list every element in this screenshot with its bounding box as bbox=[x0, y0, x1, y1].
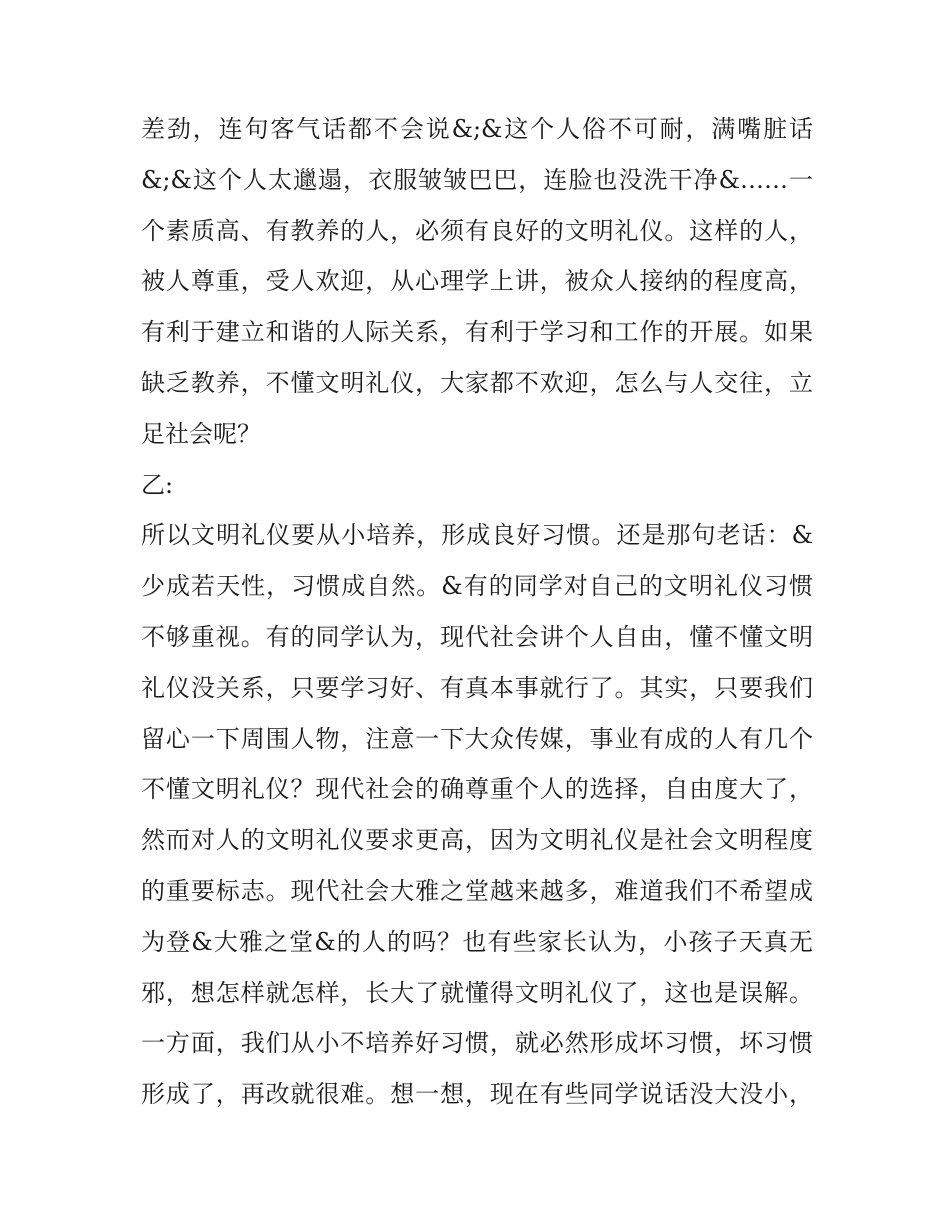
text-line: 有利于建立和谐的人际关系，有利于学习和工作的开展。如果 bbox=[141, 318, 813, 347]
text-line: 留心一下周围人物，注意一下大众传媒，事业有成的人有几个 bbox=[141, 724, 813, 753]
text-line: 然而对人的文明礼仪要求更高，因为文明礼仪是社会文明程度 bbox=[141, 826, 813, 855]
text-line: 个素质高、有教养的人，必须有良好的文明礼仪。这样的人， bbox=[141, 216, 813, 245]
text-line: &;&这个人太邋遢，衣服皱皱巴巴，连脸也没洗干净&……一 bbox=[141, 165, 813, 194]
text-line: 少成若天性，习惯成自然。&有的同学对自己的文明礼仪习惯 bbox=[141, 572, 813, 601]
document-body bbox=[141, 104, 813, 1120]
text-line-paragraph-end: 足社会呢？ bbox=[141, 419, 261, 448]
text-line: 一方面，我们从小不培养好习惯，就必然形成坏习惯，坏习惯 bbox=[141, 1029, 813, 1058]
text-line: 礼仪没关系，只要学习好、有真本事就行了。其实，只要我们 bbox=[141, 673, 813, 702]
text-line: 被人尊重，受人欢迎，从心理学上讲，被众人接纳的程度高， bbox=[141, 267, 813, 296]
text-line: 不懂文明礼仪？现代社会的确尊重个人的选择，自由度大了， bbox=[141, 775, 813, 804]
text-line: 形成了，再改就很难。想一想，现在有些同学说话没大没小， bbox=[141, 1080, 813, 1109]
text-line: 的重要标志。现代社会大雅之堂越来越多，难道我们不希望成 bbox=[141, 876, 813, 905]
speaker-label: 乙: bbox=[141, 470, 174, 499]
text-line: 缺乏教养，不懂文明礼仪，大家都不欢迎，怎么与人交往，立 bbox=[141, 368, 813, 397]
text-line: 差劲，连句客气话都不会说&;&这个人俗不可耐，满嘴脏话 bbox=[141, 115, 813, 143]
text-line: 不够重视。有的同学认为，现代社会讲个人自由，懂不懂文明 bbox=[141, 622, 813, 651]
text-line: 邪，想怎样就怎样，长大了就懂得文明礼仪了，这也是误解。 bbox=[141, 978, 813, 1007]
text-line: 为登&大雅之堂&的人的吗？也有些家长认为，小孩子天真无 bbox=[141, 927, 813, 956]
text-line: 所以文明礼仪要从小培养，形成良好习惯。还是那句老话：& bbox=[141, 521, 813, 550]
